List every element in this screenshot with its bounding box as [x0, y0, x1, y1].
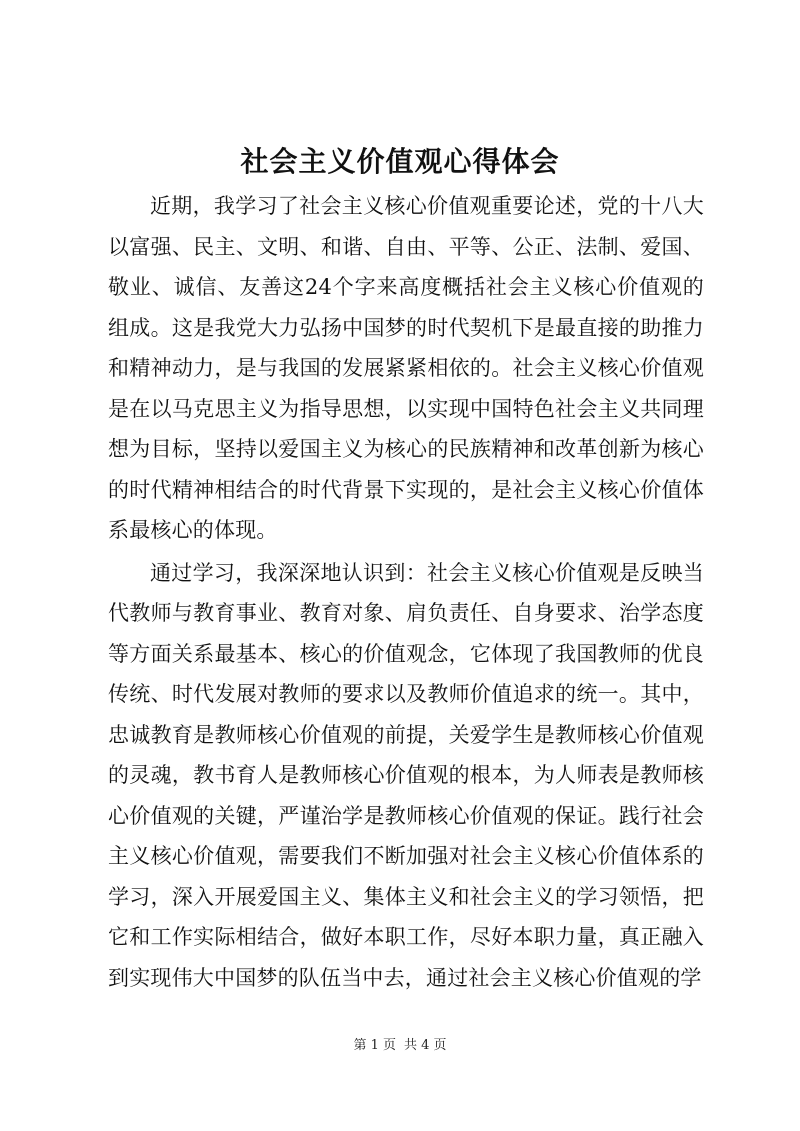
page-footer: [0, 1034, 800, 1053]
page-number: 第 1 页: [353, 1038, 396, 1053]
paragraph-2: 通过学习，我深深地认识到：社会主义核心价值观是反映当代教师与教育事业、教育对象、肩负责任、自身要求、治学态度等方面关系最基本、核心的价值观念，它体现了我国教师的优良传统、时代发展对教师的要求以及教师价值追求的统一。其中，忠诚教育是教师核心价值观的前提，关爱学生是教师核心价值观的灵魂，教书育人是教师核心价值观的根本，为人师表是教师核心价值观的关键，严谨治学是教师核心价值观的保证。践行社会主义核心价值观，需要我们不断加强对社会主义核心价值体系的学习，深入开展爱国主义、集体主义和社会主义的学习领悟，把它和工作实际相结合，做好本职工作，尽好本职力量，真正融入到实现伟大中国梦的队伍当中去，通过社会主义核心价值观的学: [108, 560, 704, 990]
document-body: [108, 186, 704, 998]
page-total: 共 4 页: [404, 1038, 447, 1053]
paragraph-1: 近期，我学习了社会主义核心价值观重要论述，党的十八大以富强、民主、文明、和谐、自由、平等、公正、法制、爱国、敬业、诚信、友善这24个字来高度概括社会主义核心价值观的组成。这是我党大力弘扬中国梦的时代契机下是最直接的助推力和精神动力，是与我国的发展紧紧相依的。社会主义核心价值观是在以马克思主义为指导思想，以实现中国特色社会主义共同理想为目标，坚持以爱国主义为核心的民族精神和改革创新为核心的时代精神相结合的时代背景下实现的，是社会主义核心价值体系最核心的体现。: [108, 194, 704, 542]
page-title: 社会主义价值观心得体会: [240, 145, 560, 178]
